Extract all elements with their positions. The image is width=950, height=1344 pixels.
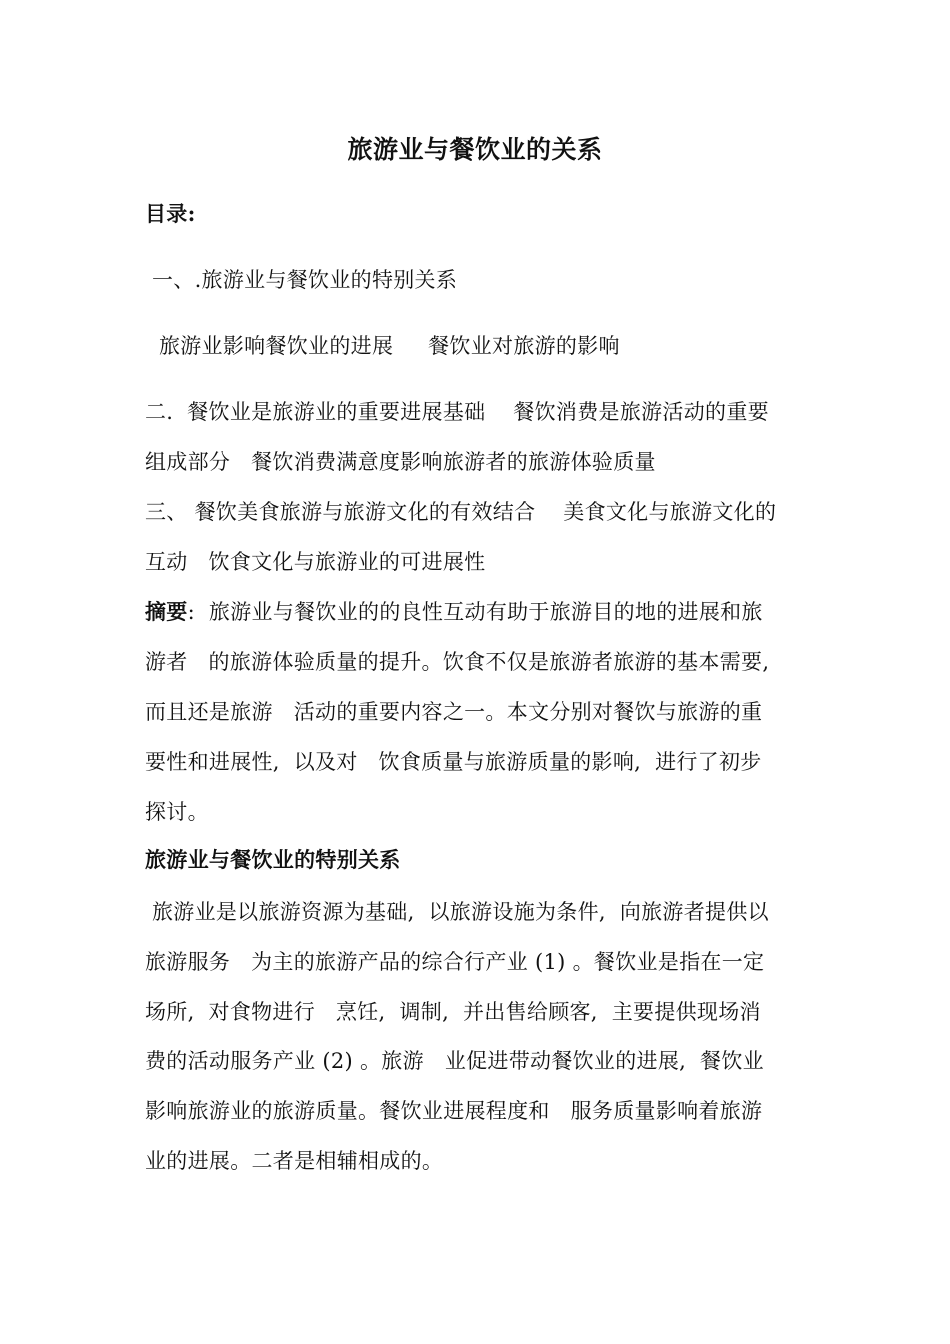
body-line: 旅游服务 为主的旅游产品的综合行产业 (1) 。餐饮业是指在一定 (145, 950, 765, 974)
toc-line: 二. 餐饮业是旅游业的重要进展基础 餐饮消费是旅游活动的重要 (145, 400, 769, 424)
toc-line: 组成部分 餐饮消费满意度影响旅游者的旅游体验质量 (145, 450, 656, 474)
body-line: 费的活动服务产业 (2) 。旅游 业促进带动餐饮业的进展, 餐饮业 (145, 1049, 764, 1073)
toc-line: 互动 饮食文化与旅游业的可进展性 (145, 550, 486, 574)
abstract-line: 要性和进展性, 以及对 饮食质量与旅游质量的影响, 进行了初步 (145, 750, 762, 774)
toc-line: 三、 餐饮美食旅游与旅游文化的有效结合 美食文化与旅游文化的 (145, 500, 777, 524)
abstract-line: 探讨。 (145, 800, 209, 824)
body-line: 场所, 对食物进行 烹饪, 调制, 并出售给顾客, 主要提供现场消 (145, 1000, 761, 1024)
body-line: 影响旅游业的旅游质量。餐饮业进展程度和 服务质量影响着旅游 (145, 1099, 763, 1123)
document-title: 旅游业与餐饮业的关系 (347, 135, 603, 164)
abstract-first-line (145, 597, 763, 627)
toc-heading: 目录: (145, 201, 196, 226)
toc-line: 一、.旅游业与餐饮业的特别关系 (145, 268, 458, 292)
body-line: 业的进展。二者是相辅相成的。 (145, 1149, 444, 1173)
abstract-text: : 旅游业与餐饮业的的良性互动有助于旅游目的地的进展和旅 (187, 600, 763, 624)
section-heading: 旅游业与餐饮业的特别关系 (145, 847, 401, 872)
body-line: 旅游业是以旅游资源为基础, 以旅游设施为条件, 向旅游者提供以 (145, 900, 769, 924)
abstract-line: 游者 的旅游体验质量的提升。饮食不仅是旅游者旅游的基本需要, (145, 650, 770, 674)
toc-line: 旅游业影响餐饮业的进展 餐饮业对旅游的影响 (145, 334, 620, 358)
abstract-label: 摘要 (145, 599, 188, 624)
abstract-line: 而且还是旅游 活动的重要内容之一。本文分别对餐饮与旅游的重 (145, 700, 763, 724)
